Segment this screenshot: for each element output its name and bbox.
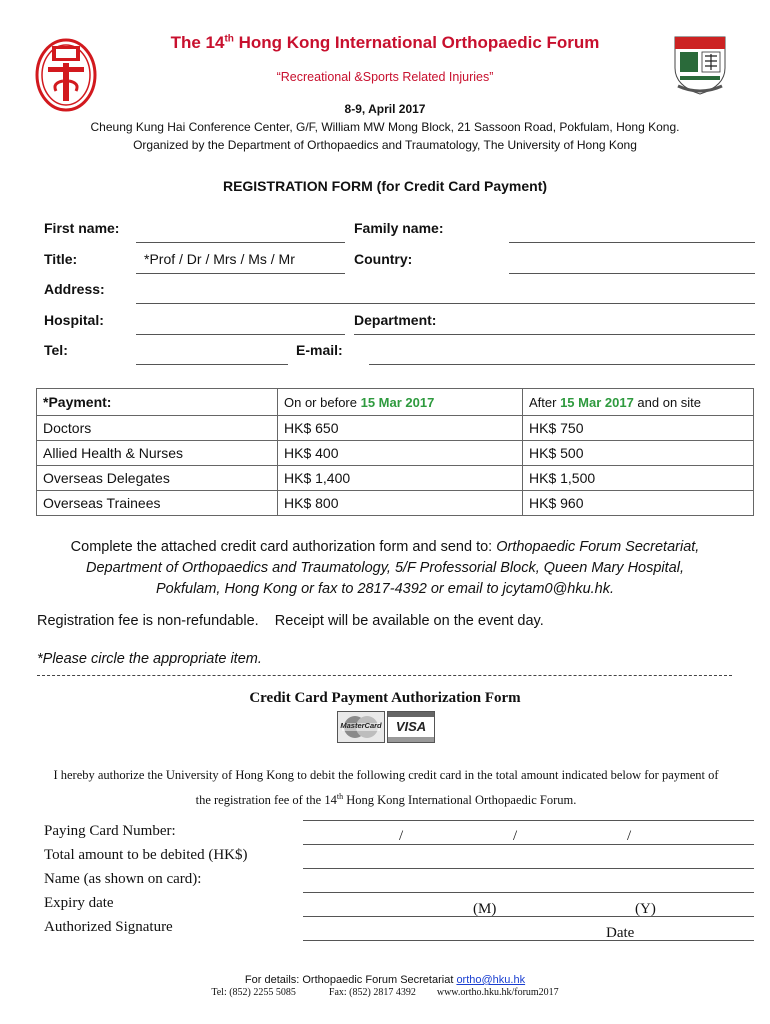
country-field[interactable] — [509, 273, 755, 274]
card-number-label: Paying Card Number: — [44, 823, 176, 839]
late-deadline: 15 Mar 2017 — [560, 394, 634, 410]
category-cell: Allied Health & Nurses — [37, 441, 278, 466]
family-name-label: Family name: — [354, 220, 444, 236]
late-header-suffix: and on site — [633, 394, 702, 410]
early-header-prefix: On or before — [284, 394, 361, 410]
authorization-statement — [36, 764, 736, 811]
forum-dates: 8-9, April 2017 — [344, 102, 426, 116]
first-name-label: First name: — [44, 220, 120, 236]
card-slash-2: / — [513, 828, 518, 844]
expiry-label: Expiry date — [44, 895, 114, 911]
email-label: E-mail: — [296, 342, 343, 358]
signature-date-label: Date — [606, 925, 635, 941]
late-fee-cell: HK$ 960 — [523, 491, 754, 516]
title-field[interactable] — [136, 273, 345, 274]
auth-line-1: I hereby authorize the University of Hong Kong to debit the following credit card in the total amount indicated below for payment of — [53, 768, 719, 782]
payment-header-row — [37, 389, 754, 416]
footer-contacts — [0, 987, 770, 998]
table-row[interactable] — [37, 491, 754, 516]
early-header — [278, 389, 523, 416]
card-slash-1: / — [399, 828, 404, 844]
title-label: Title: — [44, 251, 78, 267]
title-suffix: Hong Kong International Orthopaedic Forum — [233, 33, 600, 52]
early-deadline: 15 Mar 2017 — [360, 394, 435, 410]
hospital-label: Hospital: — [44, 312, 104, 328]
address-label: Address: — [44, 281, 105, 297]
instructions-plain: Complete the attached credit card authorization form and send to: — [70, 539, 497, 555]
card-number-field[interactable] — [303, 844, 754, 845]
footer-details-text: For details: Orthopaedic Forum Secretariat — [244, 974, 457, 986]
tel-field[interactable] — [136, 364, 288, 365]
late-fee-cell: HK$ 750 — [523, 416, 754, 441]
amount-label: Total amount to be debited (HK$) — [44, 847, 248, 863]
mastercard-text: MasterCard — [340, 721, 382, 730]
late-fee-cell: HK$ 500 — [523, 441, 754, 466]
cc-form-title: Credit Card Payment Authorization Form — [249, 690, 521, 706]
first-name-field[interactable] — [136, 242, 345, 243]
title-prefix: The 14 — [170, 33, 225, 52]
card-slash-3: / — [627, 828, 632, 844]
auth-line-2-sup: th — [336, 792, 344, 801]
forum-title — [0, 33, 770, 53]
instructions-line-1 — [0, 537, 770, 558]
instructions-recipient: Orthopaedic Forum Secretariat, — [496, 539, 700, 555]
country-label: Country: — [354, 251, 413, 267]
category-cell: Overseas Trainees — [37, 491, 278, 516]
title-options[interactable]: *Prof / Dr / Mrs / Ms / Mr — [144, 251, 295, 267]
forum-venue: Cheung Kung Hai Conference Center, G/F, William MW Mong Block, 21 Sassoon Road, Pokfulam, Hong Kong. — [90, 120, 680, 134]
footer-web[interactable]: www.ortho.hku.hk/forum2017 — [436, 987, 559, 998]
email-field[interactable] — [369, 364, 755, 365]
table-row[interactable] — [37, 466, 754, 491]
forum-organizer: Organized by the Department of Orthopaedics and Traumatology, The University of Hong Kong — [133, 138, 637, 152]
visa-logo[interactable] — [387, 711, 435, 743]
card-number-top-line — [303, 820, 754, 821]
forum-subtitle: “Recreational &Sports Related Injuries” — [276, 70, 494, 84]
tel-label: Tel: — [44, 342, 68, 358]
expiry-year: (Y) — [635, 901, 656, 917]
visa-text: VISA — [395, 719, 427, 734]
table-row[interactable] — [37, 441, 754, 466]
early-fee-cell: HK$ 1,400 — [278, 466, 523, 491]
address-field[interactable] — [136, 303, 755, 304]
form-title: REGISTRATION FORM (for Credit Card Payment) — [222, 178, 548, 194]
department-label: Department: — [354, 312, 437, 328]
refund-note: Registration fee is non-refundable. Receipt will be available on the event day. — [37, 613, 544, 629]
footer-email-link[interactable]: ortho@hku.hk — [456, 974, 526, 986]
title-sup: th — [224, 33, 234, 45]
late-header-prefix: After — [529, 394, 561, 410]
footer-fax: Fax: (852) 2817 4392 — [328, 987, 416, 998]
table-row[interactable] — [37, 416, 754, 441]
category-cell: Overseas Delegates — [37, 466, 278, 491]
category-cell: Doctors — [37, 416, 278, 441]
late-fee-cell: HK$ 1,500 — [523, 466, 754, 491]
auth-line-2 — [36, 786, 736, 811]
mastercard-logo[interactable] — [337, 711, 385, 743]
expiry-month: (M) — [473, 901, 497, 917]
early-fee-cell: HK$ 800 — [278, 491, 523, 516]
amount-field[interactable] — [303, 868, 754, 869]
auth-line-2-pre: the registration fee of the 14 — [195, 793, 337, 808]
circle-note: *Please circle the appropriate item. — [37, 651, 262, 667]
signature-field[interactable] — [303, 940, 754, 941]
department-field[interactable] — [354, 334, 755, 335]
payment-header: *Payment: — [37, 389, 278, 416]
footer-details — [0, 974, 770, 986]
instructions-line-3: Pokfulam, Hong Kong or fax to 2817-4392 or email to jcytam0@hku.hk. — [155, 581, 615, 597]
late-header — [523, 389, 754, 416]
cut-line — [37, 675, 732, 676]
family-name-field[interactable] — [509, 242, 755, 243]
instructions-line-2: Department of Orthopaedics and Traumatology, 5/F Professorial Block, Queen Mary Hospital, — [86, 560, 684, 576]
payment-table — [36, 388, 754, 516]
early-fee-cell: HK$ 650 — [278, 416, 523, 441]
signature-label: Authorized Signature — [44, 919, 173, 935]
cardholder-name-label: Name (as shown on card): — [44, 871, 202, 887]
expiry-field[interactable] — [303, 916, 754, 917]
early-fee-cell: HK$ 400 — [278, 441, 523, 466]
cardholder-name-field[interactable] — [303, 892, 754, 893]
hospital-field[interactable] — [136, 334, 345, 335]
footer-tel: Tel: (852) 2255 5085 — [211, 987, 296, 998]
submission-instructions — [0, 537, 770, 600]
auth-line-2-post: Hong Kong International Orthopaedic Forum. — [343, 793, 577, 808]
